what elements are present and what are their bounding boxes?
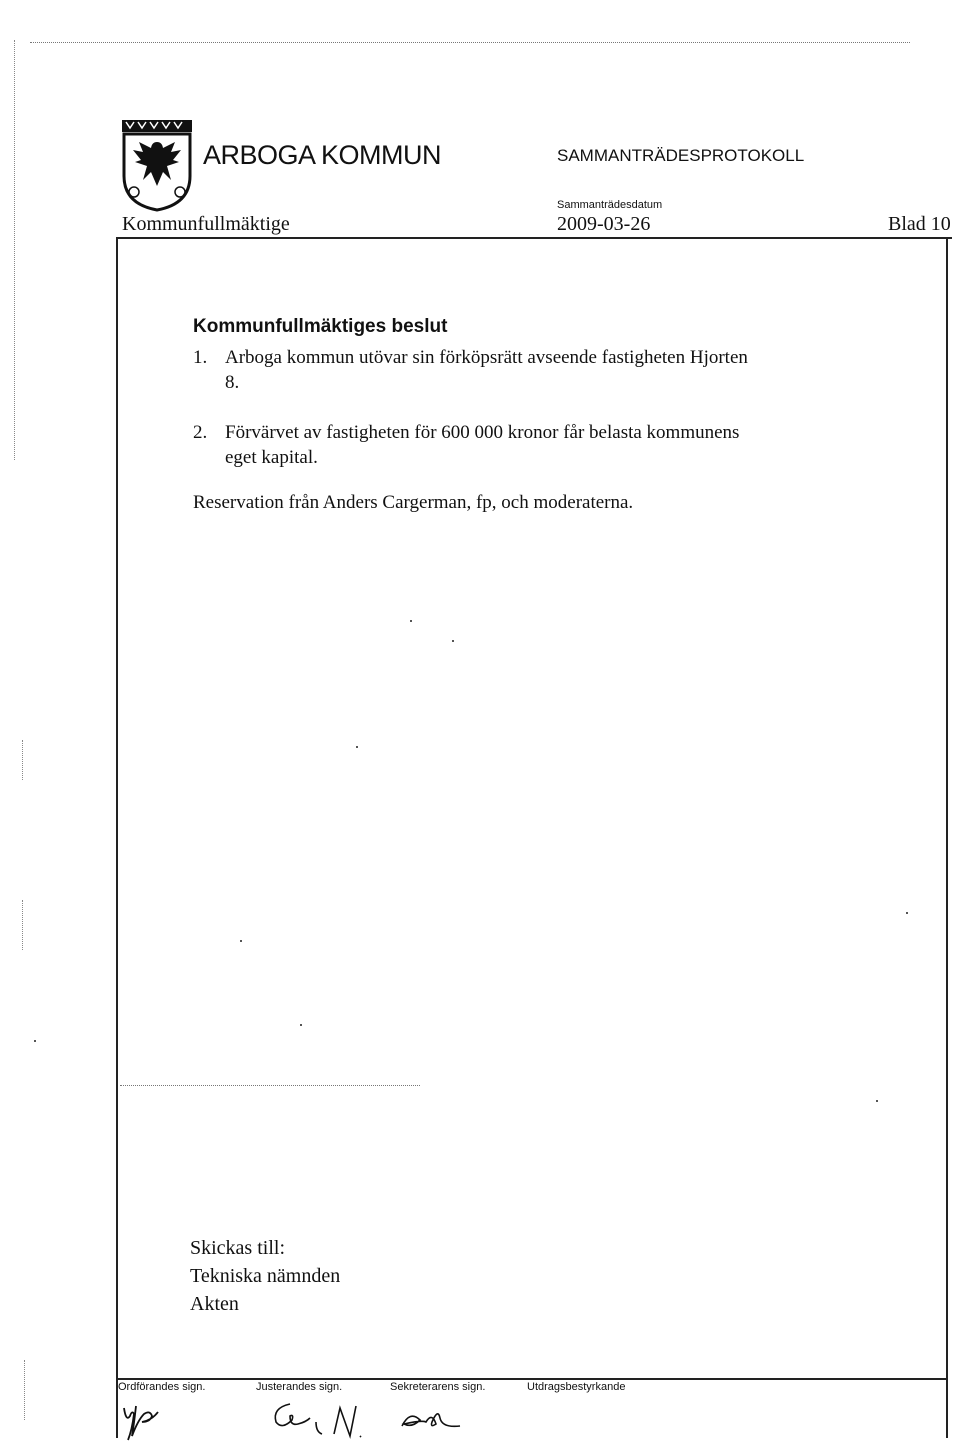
item-text-continued: 8. (225, 372, 240, 393)
secretary-signature-icon (396, 1396, 466, 1442)
meeting-date: 2009-03-26 (557, 213, 651, 235)
scan-edge-dots (14, 40, 15, 460)
scan-speck (906, 912, 908, 914)
secretary-signature-label: Sekreterarens sign. (390, 1381, 486, 1393)
certification-label: Utdragsbestyrkande (527, 1381, 626, 1393)
page-frame-left (116, 238, 118, 1438)
signature-rule (116, 1378, 948, 1380)
item-number: 2. (193, 422, 208, 443)
scan-noise-line (30, 42, 910, 43)
recipient: Tekniska nämnden (190, 1265, 341, 1287)
governing-body: Kommunfullmäktige (122, 213, 290, 235)
scan-edge-dots (22, 740, 23, 780)
decision-heading: Kommunfullmäktiges beslut (193, 316, 448, 337)
chair-signature-icon (118, 1396, 188, 1442)
item-number: 1. (193, 347, 208, 368)
meeting-date-label: Sammanträdesdatum (557, 199, 663, 211)
page-frame-right (946, 238, 948, 1438)
scan-noise-line (120, 1085, 420, 1086)
distribution-list (190, 1234, 340, 1318)
decision-item (193, 420, 853, 470)
reservation-note: Reservation från Anders Cargerman, fp, och moderaterna. (193, 492, 634, 513)
item-text-continued: eget kapital. (225, 447, 318, 468)
decision-item (193, 345, 853, 395)
municipal-crest-icon (120, 118, 194, 212)
item-text: Arboga kommun utövar sin förköpsrätt avseende fastigheten Hjorten (225, 347, 748, 368)
item-text: Förvärvet av fastigheten för 600 000 kronor får belasta kommunens (225, 422, 740, 443)
scan-speck (240, 940, 242, 942)
scan-speck (410, 620, 412, 622)
adjuster-signature-label: Justerandes sign. (256, 1381, 343, 1393)
organization-name: ARBOGA KOMMUN (203, 140, 442, 170)
document-type: SAMMANTRÄDESPROTOKOLL (557, 146, 805, 165)
scan-speck (356, 746, 358, 748)
scan-edge-dots (24, 1360, 25, 1420)
scan-speck (34, 1040, 36, 1042)
scan-speck (300, 1024, 302, 1026)
scan-speck (876, 1100, 878, 1102)
sheet-number: Blad 10 (888, 213, 951, 235)
recipient: Akten (190, 1293, 239, 1315)
chair-signature-label: Ordförandes sign. (118, 1381, 206, 1393)
distribution-heading: Skickas till: (190, 1237, 285, 1259)
scan-edge-dots (22, 900, 23, 950)
header-rule (116, 237, 952, 239)
adjuster-signature-icon (268, 1396, 378, 1442)
scan-speck (452, 640, 454, 642)
